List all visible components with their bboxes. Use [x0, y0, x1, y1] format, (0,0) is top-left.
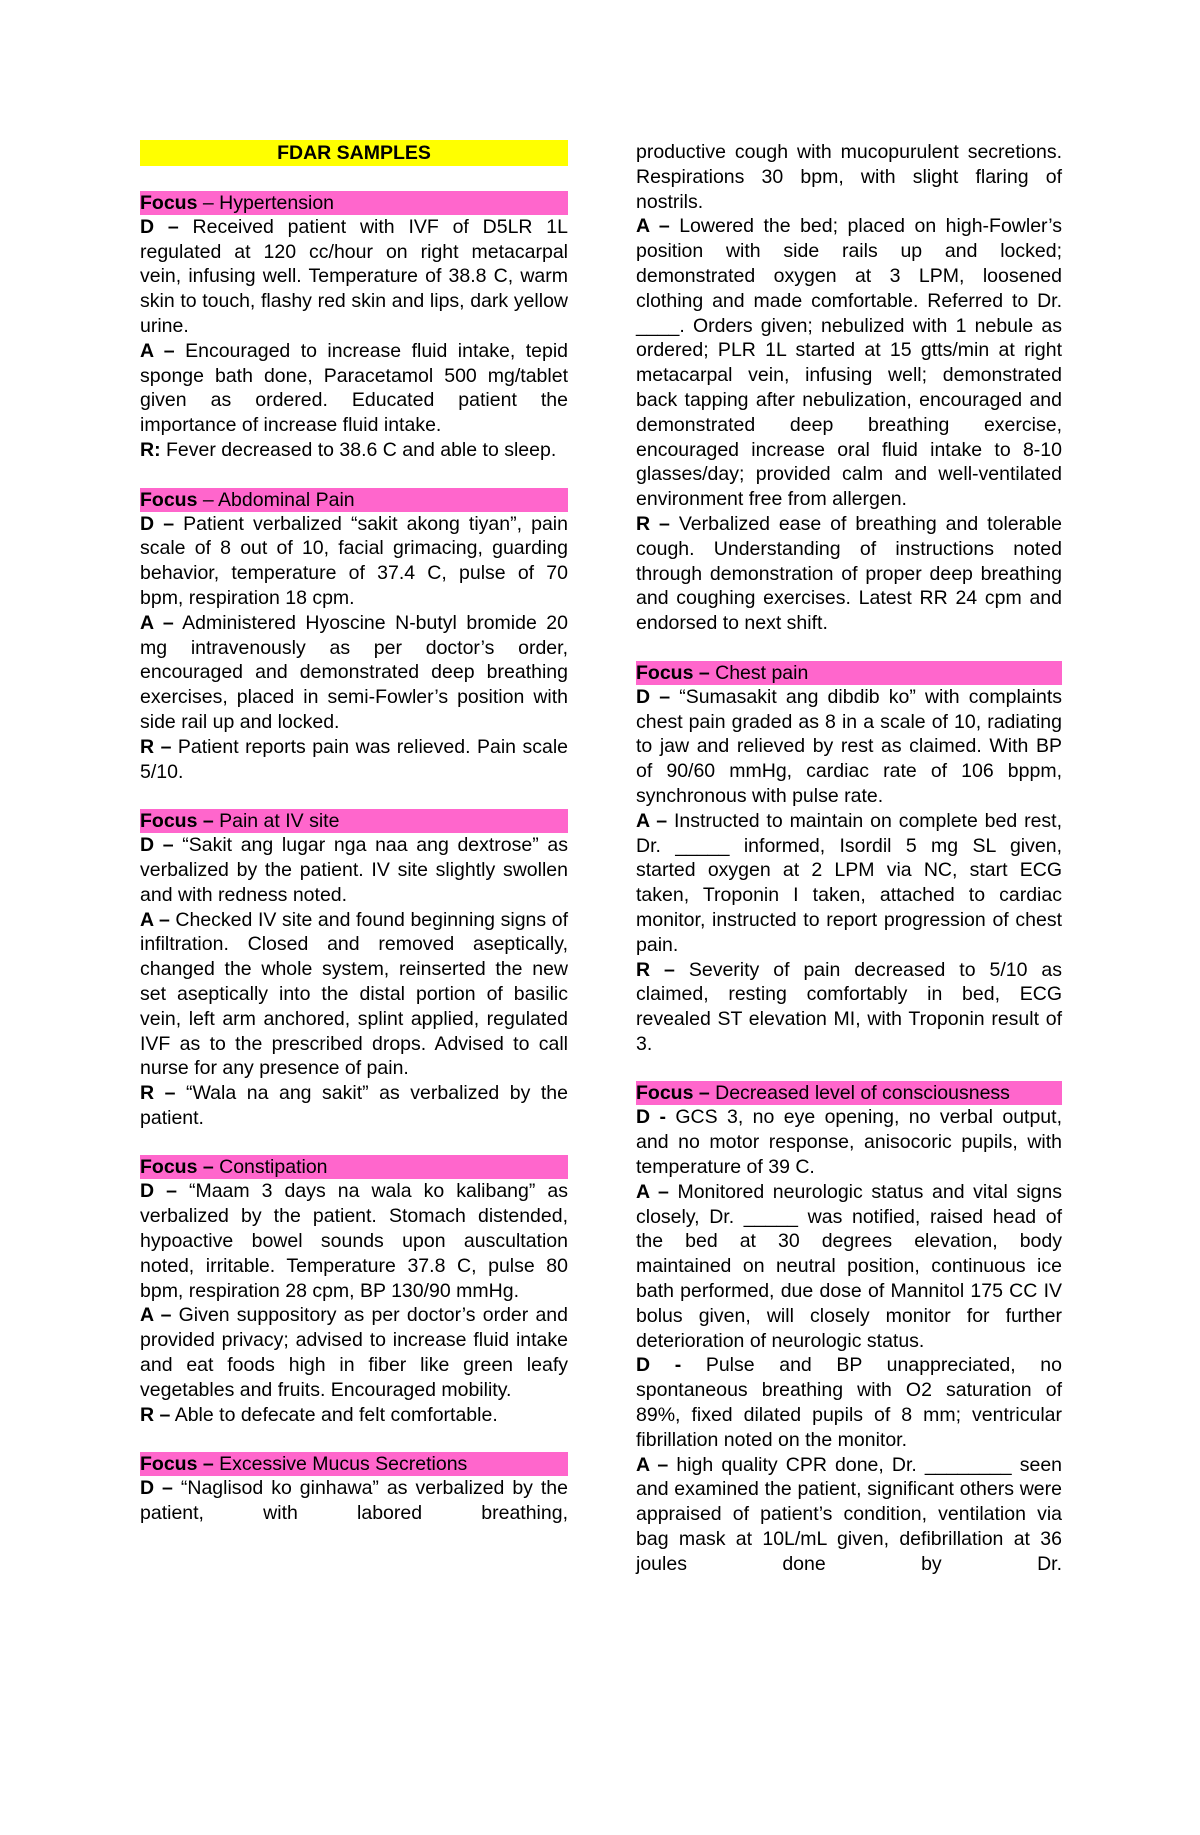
focus-heading-constipation: Focus – Constipation	[140, 1155, 568, 1179]
focus-heading-iv-site: Focus – Pain at IV site	[140, 809, 568, 833]
data-paragraph: D - GCS 3, no eye opening, no verbal output, and no motor response, anisocoric pupils, with temperature of 39 C.	[636, 1106, 1062, 1179]
response-paragraph: R – Patient reports pain was relieved. Pain scale 5/10.	[140, 735, 568, 783]
action-paragraph: A – Given suppository as per doctor’s order and provided privacy; advised to increase fluid intake and eat foods high in fiber like green leafy vegetables and fruits. Encouraged mobility.	[140, 1304, 568, 1401]
focus-heading-chest-pain: Focus – Chest pain	[636, 661, 1062, 685]
focus-heading-hypertension: Focus – Hypertension	[140, 191, 568, 215]
focus-heading-abdominal-pain: Focus – Abdominal Pain	[140, 488, 568, 512]
action-paragraph: A – high quality CPR done, Dr. ________ seen and examined the patient, significant others were appraised of patient’s condition, ventilation via bag mask at 10L/mL given, defibrillation at 36 joules done by Dr.	[636, 1453, 1063, 1575]
data-paragraph: D – “Sakit ang lugar nga naa ang dextrose” as verbalized by the patient. IV site slightly swollen and with redness noted.	[140, 834, 568, 906]
right-column	[636, 140, 1062, 1577]
data-paragraph: D – “Naglisod ko ginhawa” as verbalized by the patient, with labored breathing,	[140, 1477, 568, 1525]
response-paragraph: R: Fever decreased to 38.6 C and able to sleep.	[140, 438, 557, 461]
action-paragraph: A – Administered Hyoscine N-butyl bromide 20 mg intravenously as per doctor’s order, encouraged and demonstrated deep breathing exercises, placed in semi-Fowler’s position with side rail up and locked.	[140, 611, 568, 733]
action-paragraph: A – Checked IV site and found beginning signs of infiltration. Closed and removed aseptically, changed the whole system, reinserted the new set aseptically into the distal portion of basilic vein, left arm anchored, splint applied, regulated IVF as to the prescribed drops. Advised to call nurse for any presence of pain.	[140, 908, 568, 1080]
focus-heading-decreased-loc: Focus – Decreased level of consciousness	[636, 1081, 1062, 1105]
focus-heading-mucus-secretions: Focus – Excessive Mucus Secretions	[140, 1452, 568, 1476]
data-paragraph: D - Pulse and BP unappreciated, no spontaneous breathing with O2 saturation of 89%, fixed dilated pupils of 8 mm; ventricular fibrillation noted on the monitor.	[636, 1354, 1062, 1451]
action-paragraph: A – Monitored neurologic status and vital signs closely, Dr. _____ was notified, raised head of the bed at 30 degrees elevation, body maintained on neutral position, continuous ice bath performed, due dose of Mannitol 175 CC IV bolus given, will closely monitor for further deterioration of neurologic status.	[636, 1180, 1062, 1352]
response-paragraph: R – Verbalized ease of breathing and tolerable cough. Understanding of instructions noted through demonstration of proper deep breathing and coughing exercises. Latest RR 24 cpm and endorsed to next shift.	[636, 512, 1062, 635]
data-paragraph: D – Patient verbalized “sakit akong tiyan”, pain scale of 8 out of 10, facial grimacing, guarding behavior, temperature of 37.4 C, pulse of 70 bpm, respiration 18 cpm.	[140, 512, 568, 609]
data-paragraph: D – Received patient with IVF of D5LR 1L regulated at 120 cc/hour on right metacarpal vein, infusing well. Temperature of 38.8 C, warm skin to touch, flashy red skin and lips, dark yellow urine.	[140, 215, 568, 337]
action-paragraph: A – Instructed to maintain on complete bed rest, Dr. _____ informed, Isordil 5 mg SL given, started oxygen at 2 LPM via NC, start ECG taken, Troponin I taken, attached to cardiac monitor, instructed to report progression of chest pain.	[636, 809, 1063, 956]
continuation-paragraph: productive cough with mucopurulent secretions. Respirations 30 bpm, with slight flaring of nostrils.	[636, 141, 1062, 213]
document-title: FDAR SAMPLES	[140, 140, 568, 166]
data-paragraph: D – “Maam 3 days na wala ko kalibang” as verbalized by the patient. Stomach distended, hypoactive bowel sounds upon auscultation noted, irritable. Temperature 37.8 C, pulse 80 bpm, respiration 28 cpm, BP 130/90 mmHg.	[140, 1180, 568, 1302]
response-paragraph: R – Severity of pain decreased to 5/10 as claimed, resting comfortably in bed, ECG revealed ST elevation MI, with Troponin result of 3.	[636, 958, 1062, 1055]
action-paragraph: A – Lowered the bed; placed on high-Fowler’s position with side rails up and locked; demonstrated oxygen at 3 LPM, loosened clothing and made comfortable. Referred to Dr. ____. Orders given; nebulized with 1 nebule as ordered; PLR 1L started at 15 gtts/min at right metacarpal vein, infusing well; demonstrated back tapping after nebulization, encouraged and demonstrated deep breathing exercise, encouraged increase oral fluid intake to 8-10 glasses/day; provided calm and well-ventilated environment free from allergen.	[636, 215, 1063, 511]
left-column	[140, 140, 568, 1526]
action-paragraph: A – Encouraged to increase fluid intake, tepid sponge bath done, Paracetamol 500 mg/tablet given as ordered. Educated patient the importance of increase fluid intake.	[140, 339, 568, 437]
data-paragraph: D – “Sumasakit ang dibdib ko” with complaints chest pain graded as 8 in a scale of 10, radiating to jaw and relieved by rest as claimed. With BP of 90/60 mmHg, cardiac rate of 106 bppm, synchronous with pulse rate.	[636, 685, 1062, 807]
response-paragraph: R – Able to defecate and felt comfortable.	[140, 1403, 498, 1426]
response-paragraph: R – “Wala na ang sakit” as verbalized by the patient.	[140, 1082, 568, 1129]
